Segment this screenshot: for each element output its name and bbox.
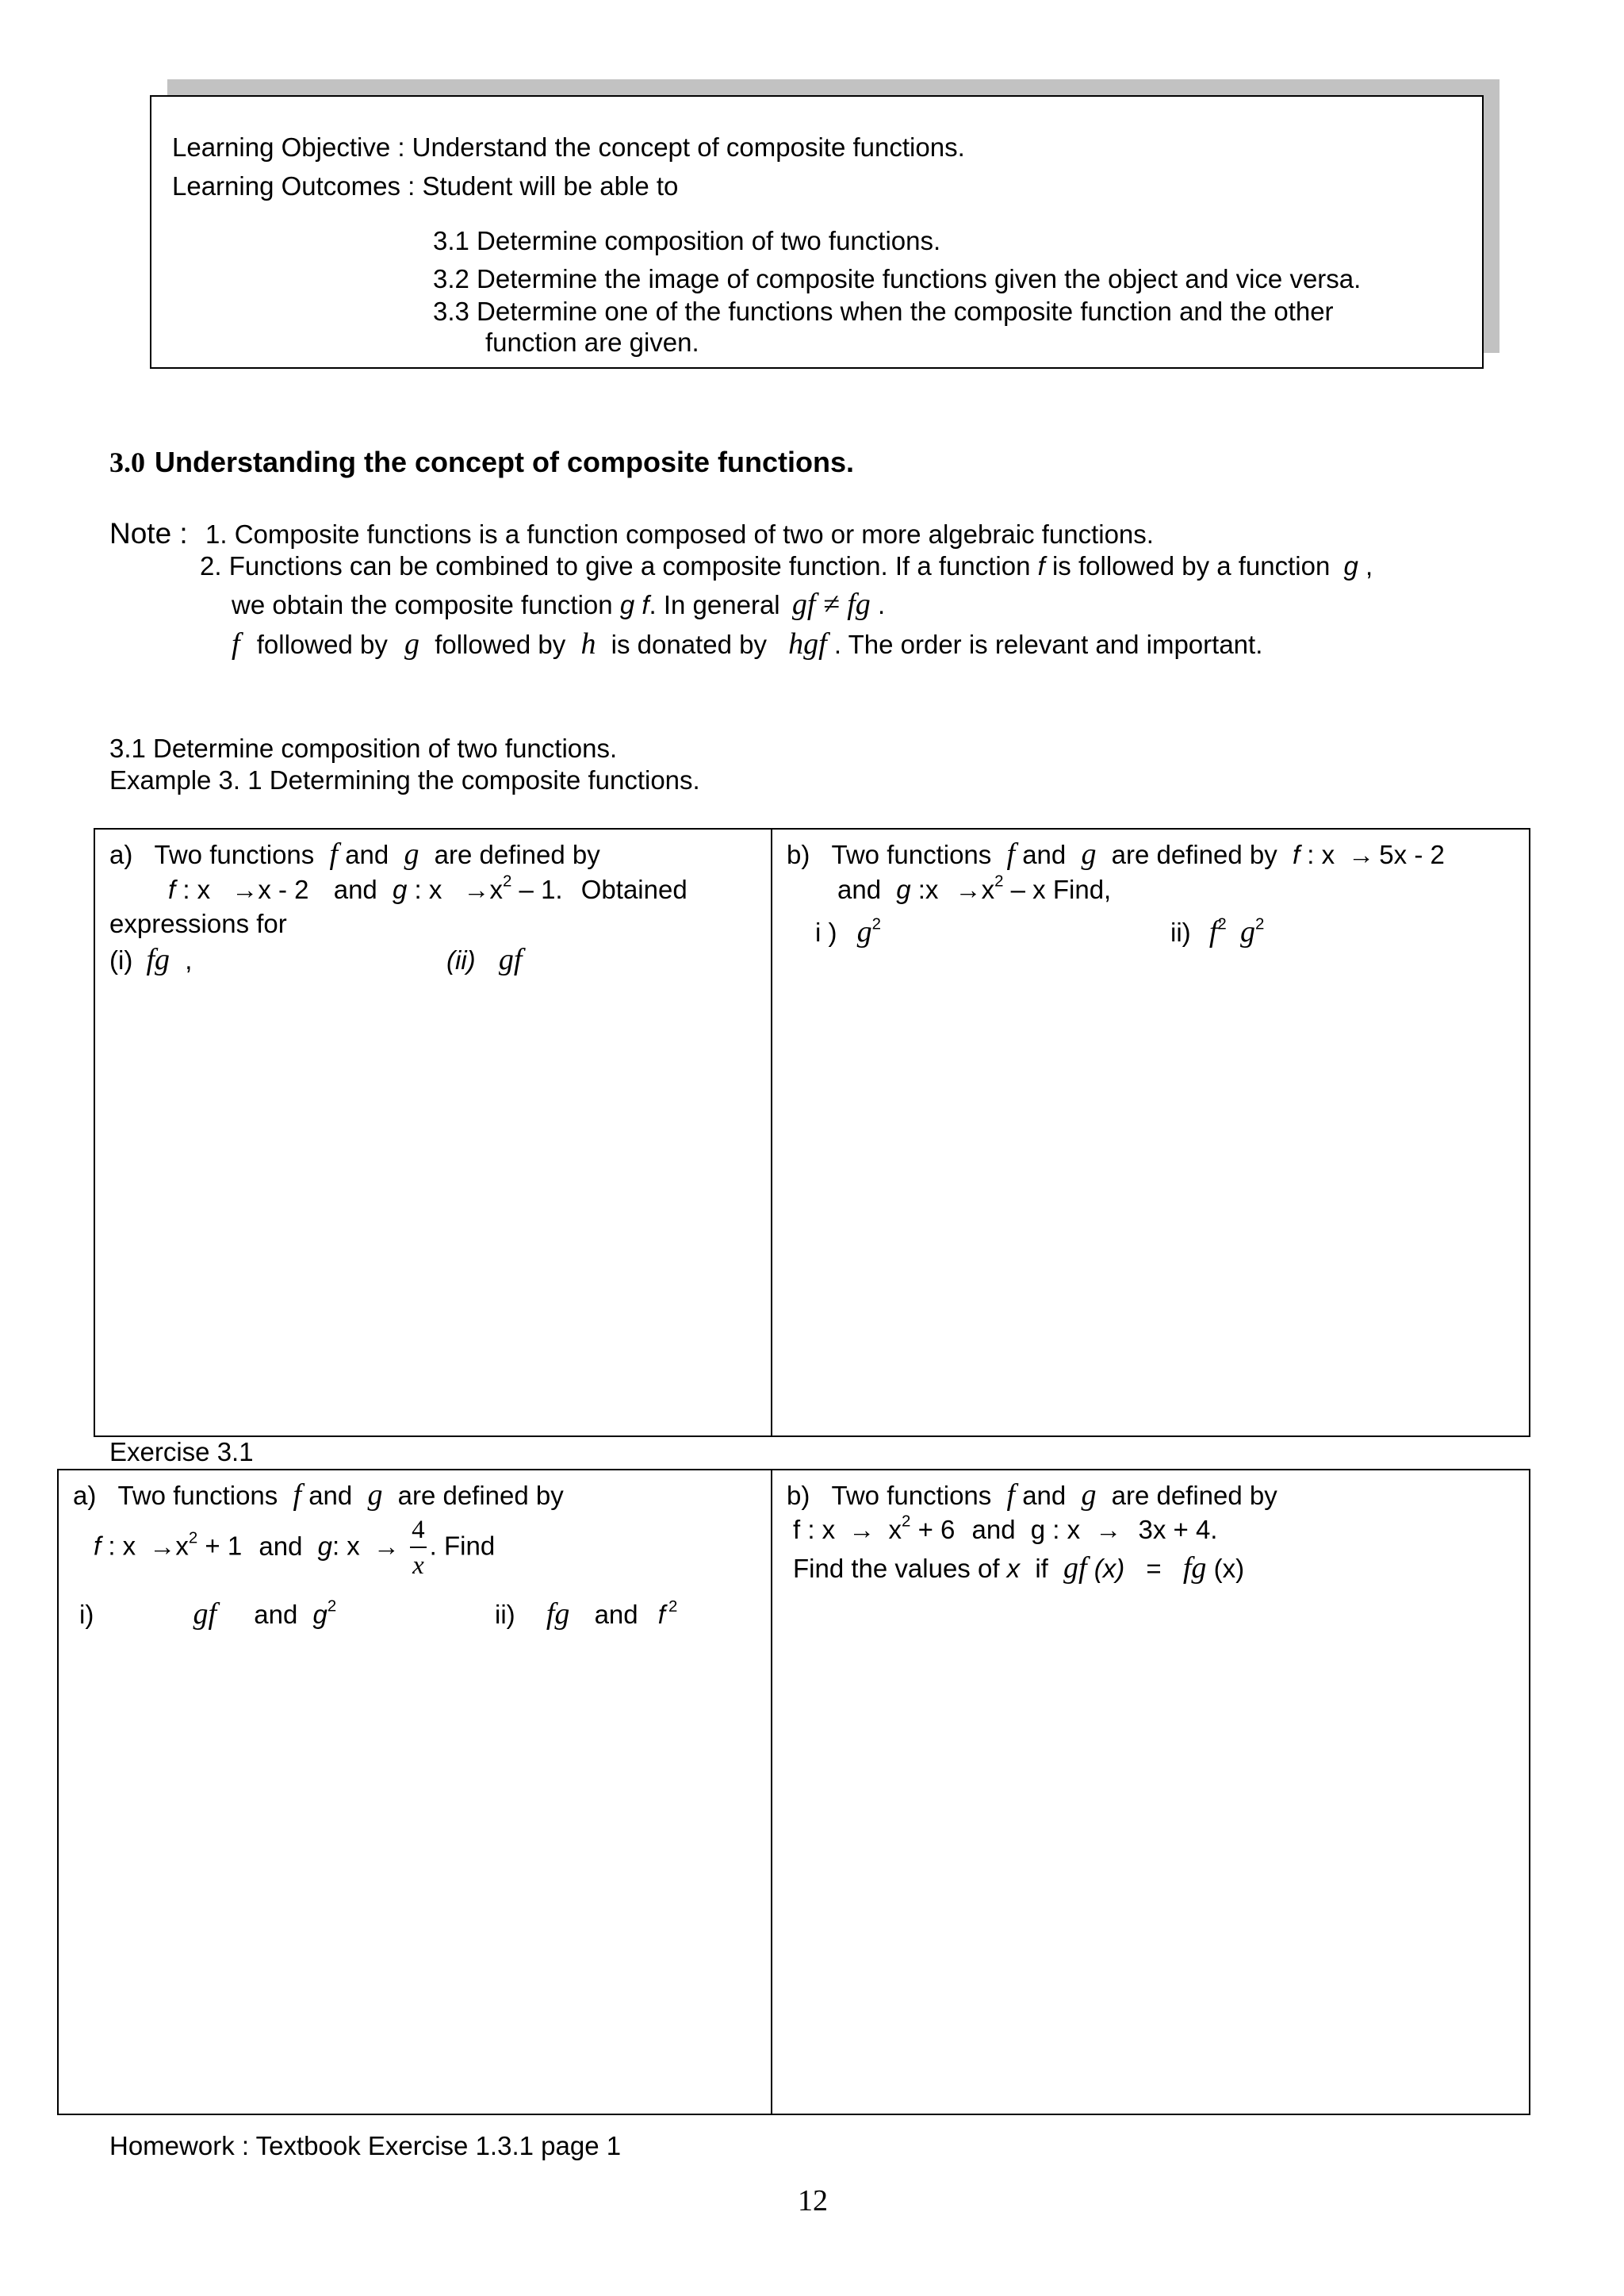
note-item-2-line-3: f followed by g followed by h is donated by hgf . The order is relevant and important. xyxy=(232,627,1263,661)
example-a-line-4: (i) fg , xyxy=(109,943,193,976)
page-number: 12 xyxy=(798,2184,828,2217)
exercise-b-line-1: b) Two functions f and g are defined by xyxy=(787,1478,1277,1512)
example-a-line-2: f : x →x - 2 and g : $x \to x^2 - 1$. Obtained xyxy=(168,872,688,904)
section-heading xyxy=(109,446,854,479)
homework-note: Homework : Textbook Exercise 1.3.1 page 1 xyxy=(109,2131,622,2160)
note-item-2-line-2: we obtain the composite function g f. In general gf ≠ fg . xyxy=(232,588,886,621)
section-title: Understanding the concept of composite functions. xyxy=(155,446,855,478)
exercise-a-line-3: i) gf and $g^2$ xyxy=(79,1596,337,1631)
learning-outcomes-intro: Learning Outcomes : Student will be able to xyxy=(172,171,679,201)
exercise-a-fraction: $\frac{4}{x}$ xyxy=(412,1516,425,1580)
outcome-3-3: 3.3 Determine one of the functions when the composite function and the other xyxy=(433,297,1334,326)
exercise-b-line-2: f : $x \to x^2 + 6$ and g : x → 3x + 4. xyxy=(793,1512,1218,1544)
exercise-a-line-1: a) Two functions f and g are defined by xyxy=(73,1478,564,1512)
outcome-3-2: 3.2 Determine the image of composite functions given the object and vice versa. xyxy=(433,264,1362,293)
example-box-divider xyxy=(771,828,772,1437)
example-b-line-3: i ) $g^2$ xyxy=(815,914,882,949)
outcome-3-1: 3.1 Determine composition of two functions. xyxy=(433,226,941,255)
exercise-b-line-3: Find the values of x if gf (x) = fg (x) xyxy=(793,1551,1245,1585)
note-label: Note : xyxy=(109,517,188,550)
note-item-2-line-1: 2. Functions can be combined to give a composite function. If a function f is followed by a function g , xyxy=(200,551,1373,581)
example-b-line-2: and g :x $\to x^2 - x$ Find, xyxy=(837,872,1112,904)
example-a-line-1: a) Two functions f and g are defined by xyxy=(109,838,600,871)
example-heading: Example 3. 1 Determining the composite functions. xyxy=(109,765,700,795)
section-number: 3.0 xyxy=(109,447,145,478)
note-item-1: 1. Composite functions is a function composed of two or more algebraic functions. xyxy=(205,519,1154,549)
learning-objective: Learning Objective : Understand the concept of composite functions. xyxy=(172,132,965,162)
example-a-line-3: expressions for xyxy=(109,909,287,938)
exercise-box-divider xyxy=(771,1469,772,2115)
example-b-line-3-ii: ii) $f^2$ $g^2$ xyxy=(1170,914,1265,949)
example-box xyxy=(94,828,1530,1437)
outcome-3-3-cont: function are given. xyxy=(485,328,699,357)
example-a-line-4-ii: (ii) gf xyxy=(446,943,523,976)
exercise-a-line-2: f : $x \to x^2 + 1$ and g: x → $\frac{4}{x}$ . Find xyxy=(94,1516,496,1580)
example-b-line-1: b) Two functions f and g are defined by f : x → 5x - 2 xyxy=(787,838,1445,871)
exercise-a-line-3-ii: ii) fg and f $^2$ xyxy=(495,1596,678,1631)
gf-neq-fg: gf ≠ fg xyxy=(791,588,871,621)
exercise-heading: Exercise 3.1 xyxy=(109,1437,254,1466)
subsection-heading: 3.1 Determine composition of two functions. xyxy=(109,734,618,763)
